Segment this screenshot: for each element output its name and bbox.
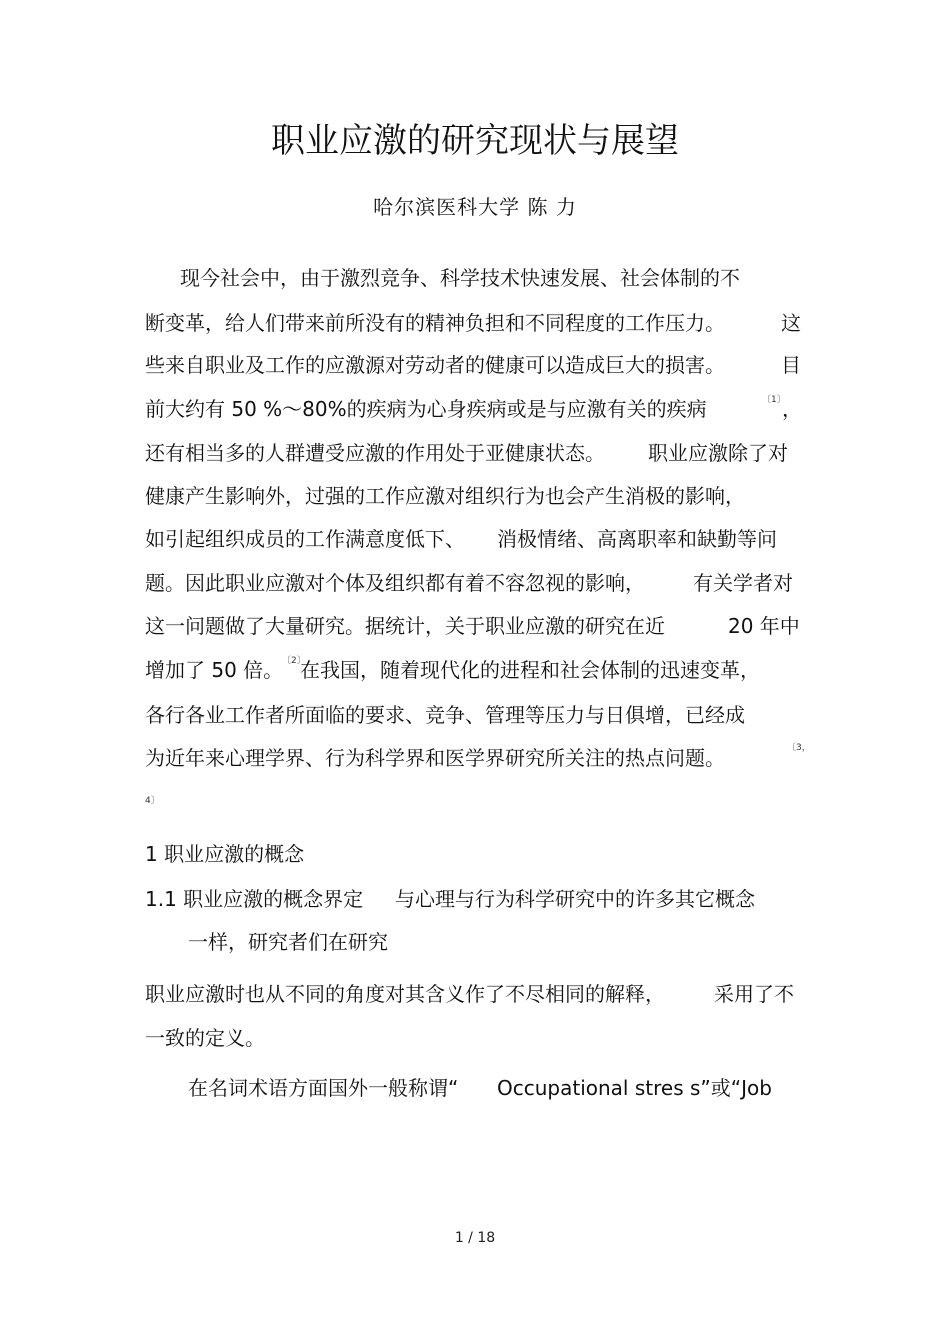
document-title: 职业应激的研究现状与展望 [271, 121, 679, 161]
paragraph-line: 断变革，给人们带来前所没有的精神负担和不同程度的工作压力。 [145, 311, 725, 335]
paragraph-line: 在名词术语方面国外一般称谓“ [188, 1076, 459, 1100]
paragraph-line-end: 这 [781, 311, 801, 335]
paragraph-line: 职业应激时也从不同的角度对其含义作了不尽相同的解释， [145, 982, 665, 1006]
paragraph-line-continued: Occupational stres s”或“Job [497, 1076, 772, 1100]
citation-2: 〔2〕 [282, 656, 306, 666]
paragraph-line-continued: 消极情绪、高离职率和缺勤等问 [497, 527, 777, 551]
paragraph-line: 如引起组织成员的工作满意度低下、 [145, 527, 465, 551]
paragraph-line-end: ， [782, 397, 802, 421]
paragraph-line-end: 目 [781, 353, 801, 377]
page-number: 1 / 18 [454, 1230, 496, 1246]
paragraph-line: 增加了 50 倍。 [145, 658, 284, 682]
paragraph-line-end: 采用了不 [714, 982, 794, 1006]
paragraph-line: 题。因此职业应激对个体及组织都有着不容忽视的影响， [145, 571, 645, 595]
section-heading: 1 职业应激的概念 [145, 842, 305, 866]
paragraph-line: 些来自职业及工作的应激源对劳动者的健康可以造成巨大的损害。 [145, 353, 725, 377]
paragraph-line: 这一问题做了大量研究。据统计，关于职业应激的研究在近 [145, 614, 665, 638]
line-text: 前大约有 50 %～80%的疾病为心身疾病或是与应激有关的疾病 [145, 397, 707, 421]
paragraph-line-end: 有关学者对 [693, 571, 793, 595]
paragraph-line: 一致的定义。 [145, 1026, 265, 1050]
paragraph-line-continued: 在我国，随着现代化的进程和社会体制的迅速变革， [300, 658, 760, 682]
paragraph-line: 为近年来心理学界、行为科学界和医学界研究所关注的热点问题。 [145, 746, 725, 770]
paragraph-line: 一样，研究者们在研究 [188, 930, 388, 954]
paragraph-line: 还有相当多的人群遭受应激的作用处于亚健康状态。 [145, 441, 605, 465]
paragraph-line-end: 20 年中 [728, 614, 800, 638]
subsection-heading: 1.1 职业应激的概念界定 [145, 887, 364, 911]
subsection-text: 与心理与行为科学研究中的许多其它概念 [395, 887, 755, 911]
paragraph-line: 健康产生影响外，过强的工作应激对组织行为也会产生消极的影响， [145, 484, 745, 508]
citation-3: 〔3， [787, 743, 811, 753]
paragraph-line-end: 职业应激除了对 [648, 441, 788, 465]
author-line: 哈尔滨医科大学 陈 力 [373, 195, 577, 219]
paragraph-line: 各行各业工作者所面临的要求、竞争、管理等压力与日俱增，已经成 [145, 703, 745, 727]
paragraph-line: 现今社会中，由于激烈竞争、科学技术快速发展、社会体制的不 [180, 266, 740, 290]
citation-1: 〔1〕 [762, 395, 786, 405]
citation-3-cont: 4〕 [145, 796, 160, 806]
paragraph-line [145, 394, 707, 424]
